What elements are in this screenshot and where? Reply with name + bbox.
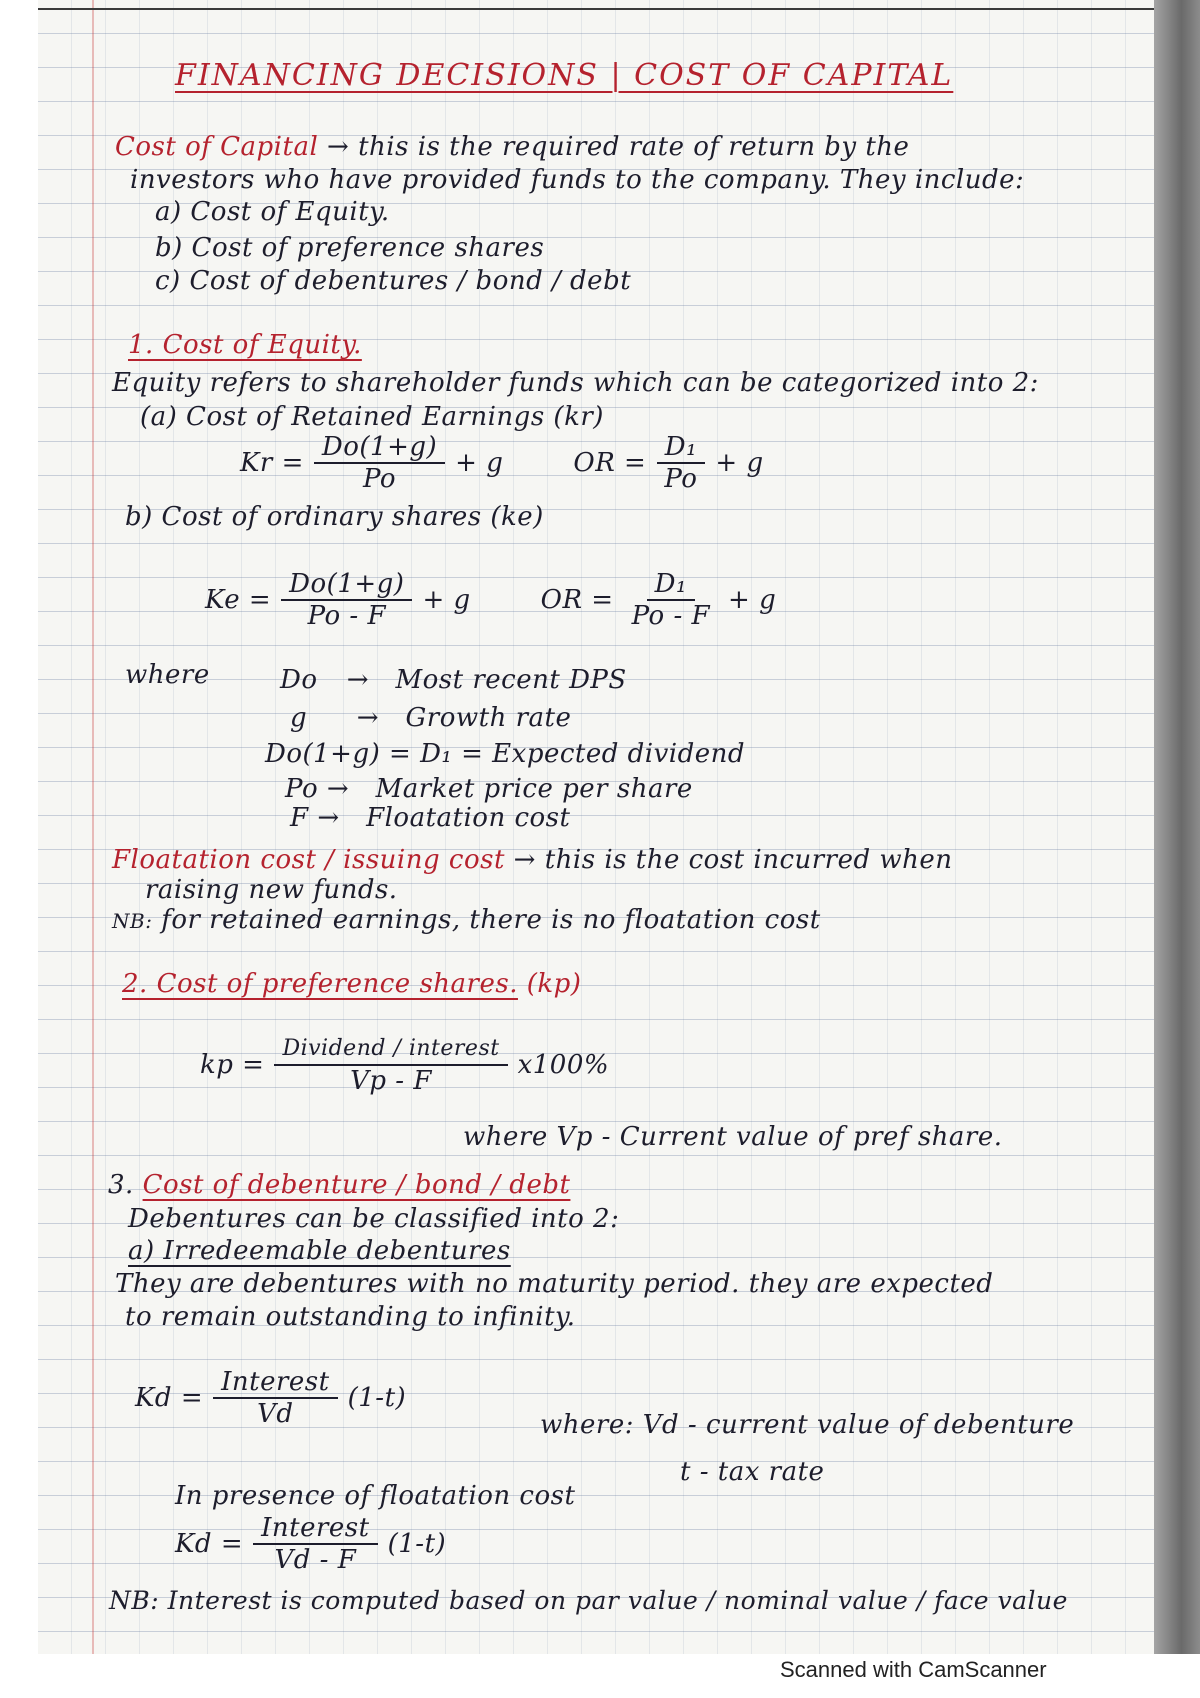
nb-text: for retained earnings, there is no floatation cost	[161, 905, 821, 935]
denominator: Po - F	[631, 601, 711, 631]
intro-line-2: investors who have provided funds to the company. They include:	[130, 165, 1025, 195]
margin-line	[92, 0, 94, 1654]
definition-symbol: Do(1+g) = D₁	[265, 739, 453, 769]
formula-lhs: Kd =	[135, 1383, 204, 1413]
numerator: Interest	[213, 1367, 337, 1399]
fraction	[314, 432, 445, 494]
formula-tail: (1-t)	[387, 1529, 447, 1559]
ordinary-shares-formula	[205, 569, 776, 631]
definition-row	[280, 663, 627, 697]
denominator: Po	[362, 464, 397, 494]
irredeemable-debt-formula	[135, 1367, 406, 1429]
fraction	[624, 569, 718, 631]
numerator: Interest	[253, 1513, 377, 1545]
arrow-icon: →	[513, 845, 536, 875]
list-item: b) Cost of preference shares	[155, 233, 545, 263]
heading-number: 3.	[108, 1170, 134, 1200]
debt-subheading: a) Irredeemable debentures	[128, 1236, 511, 1266]
presence-label: In presence of floatation cost	[175, 1481, 576, 1511]
debt-floatation-formula	[175, 1513, 446, 1575]
top-edge-line	[38, 8, 1154, 10]
heading-text: 2. Cost of preference shares.	[122, 969, 518, 999]
definition-symbol: Po	[285, 774, 319, 804]
page-edge-shadow	[1154, 0, 1200, 1654]
floatation-term: Floatation cost / issuing cost	[112, 845, 505, 875]
denominator: Vd	[257, 1399, 294, 1429]
formula-lhs: Kr =	[240, 448, 304, 478]
debt-where-line-1: where: Vd - current value of debenture	[540, 1410, 1075, 1440]
numerator: D₁	[647, 569, 695, 601]
section-heading-debt	[108, 1168, 570, 1202]
preference-formula	[200, 1034, 609, 1096]
nb-text: Interest is computed based on par value / nominal value / face value	[167, 1586, 1068, 1615]
definition-meaning: Market price per share	[375, 774, 693, 804]
formula-or: OR =	[573, 448, 647, 478]
heading-text: Cost of debenture / bond / debt	[142, 1170, 571, 1200]
nb-label: NB:	[109, 1586, 160, 1615]
denominator: Po	[664, 464, 698, 494]
definition-row	[265, 737, 745, 771]
nb-label: NB:	[112, 909, 153, 933]
preference-where: where Vp - Current value of pref share.	[463, 1122, 1003, 1152]
numerator: Do(1+g)	[281, 569, 412, 601]
formula-tail: + g	[422, 585, 471, 615]
debt-note	[109, 1584, 1068, 1618]
fraction	[281, 569, 412, 631]
formula-or: OR =	[540, 585, 614, 615]
debt-where-line-2: t - tax rate	[680, 1457, 825, 1487]
intro-text: this is the required rate of return by the	[358, 132, 910, 162]
formula-tail: + g	[728, 585, 777, 615]
section-heading-equity: 1. Cost of Equity.	[128, 330, 362, 360]
fraction	[253, 1513, 377, 1575]
formula-tail: + g	[455, 448, 504, 478]
numerator: Do(1+g)	[314, 432, 445, 464]
denominator: Vp - F	[350, 1066, 432, 1096]
equity-description: Equity refers to shareholder funds which can be categorized into 2:	[112, 368, 1039, 398]
formula-lhs: Ke =	[205, 585, 272, 615]
floatation-text: this is the cost incurred when	[544, 845, 953, 875]
definition-symbol: Do	[280, 665, 318, 695]
denominator: Vd - F	[274, 1545, 357, 1575]
floatation-text-line-2: raising new funds.	[145, 875, 398, 905]
page-title: FINANCING DECISIONS | COST OF CAPITAL	[175, 58, 954, 93]
list-item: c) Cost of debentures / bond / debt	[155, 266, 632, 296]
fraction	[656, 432, 705, 494]
arrow-icon: →	[327, 132, 350, 162]
equity-note	[112, 903, 821, 938]
formula-lhs: kp =	[200, 1050, 265, 1080]
ordinary-shares-label: b) Cost of ordinary shares (ke)	[125, 502, 544, 532]
definition-meaning: Expected dividend	[492, 739, 746, 769]
list-item: a) Cost of Equity.	[155, 197, 390, 227]
floatation-definition	[112, 843, 953, 877]
denominator: Po - F	[307, 601, 387, 631]
formula-tail: x100%	[517, 1050, 610, 1080]
definition-symbol: F	[290, 803, 309, 833]
debt-text-line-2: to remain outstanding to infinity.	[125, 1302, 576, 1332]
definition-row	[290, 801, 570, 835]
arrow-icon: →	[317, 803, 340, 833]
retained-earnings-label: (a) Cost of Retained Earnings (kr)	[140, 402, 604, 432]
numerator: D₁	[657, 432, 705, 464]
definition-row	[290, 701, 571, 735]
intro-line-1	[115, 130, 909, 164]
fraction	[274, 1034, 507, 1096]
arrow-icon: →	[326, 774, 350, 804]
definition-symbol: g	[290, 703, 308, 733]
debt-text-line-1: They are debentures with no maturity period. they are expected	[115, 1269, 994, 1299]
heading-symbol: (kp)	[526, 969, 582, 999]
intro-term: Cost of Capital	[115, 132, 319, 162]
formula-tail: + g	[715, 448, 764, 478]
definition-meaning: Most recent DPS	[395, 665, 627, 695]
arrow-icon: →	[356, 703, 380, 733]
numerator: Dividend / interest	[274, 1034, 507, 1066]
formula-lhs: Kd =	[175, 1529, 244, 1559]
fraction	[213, 1367, 337, 1429]
arrow-icon: →	[346, 665, 370, 695]
section-heading-preference	[122, 967, 581, 1001]
definition-meaning: Growth rate	[405, 703, 572, 733]
scanner-watermark: Scanned with CamScanner	[780, 1657, 1047, 1682]
definition-meaning: Floatation cost	[366, 803, 571, 833]
equals-sign: =	[461, 739, 484, 769]
formula-tail: (1-t)	[347, 1383, 407, 1413]
debt-description: Debentures can be classified into 2:	[128, 1204, 620, 1234]
retained-earnings-formula	[240, 432, 764, 494]
where-label: where	[125, 660, 210, 690]
